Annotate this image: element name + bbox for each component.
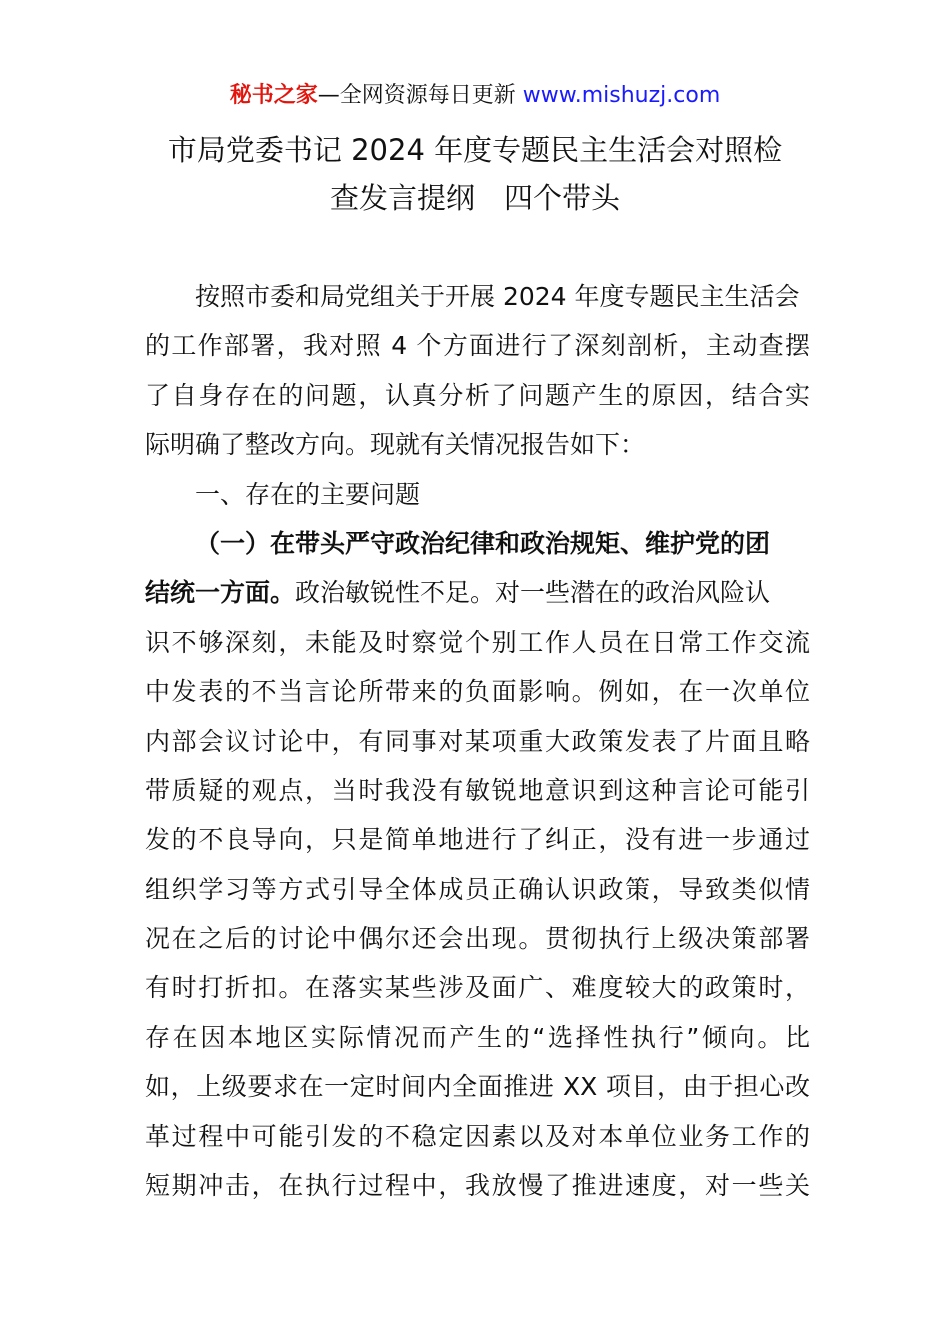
site-header (0, 80, 950, 112)
paragraph-line: 发的不良导向，只是简单地进行了纠正，没有进一步通过 (145, 825, 810, 855)
paragraph-line: 如，上级要求在一定时间内全面推进 XX 项目，由于担心改 (145, 1072, 810, 1102)
header-tagline: —全网资源每日更新 (317, 83, 516, 108)
paragraph-line: 革过程中可能引发的不稳定因素以及对本单位业务工作的 (145, 1121, 810, 1151)
site-url[interactable]: www.mishuzj.com (522, 83, 721, 108)
paragraph-line: 组织学习等方式引导全体成员正确认识政策，导致类似情 (145, 874, 810, 904)
paragraph-line: 内部会议讨论中，有同事对某项重大政策发表了片面且略 (145, 726, 810, 756)
paragraph-line (145, 568, 810, 617)
paragraph-text: 政治敏锐性不足。对一些潜在的政治风险认 (295, 578, 771, 608)
paragraph-line: 带质疑的观点，当时我没有敏锐地意识到这种言论可能引 (145, 775, 810, 805)
document-title (100, 126, 850, 222)
title-line-1: 市局党委书记 2024 年度专题民主生活会对照检 (167, 133, 783, 167)
paragraph-line: 按照市委和局党组关于开展 2024 年度专题民主生活会 (195, 282, 800, 311)
paragraph-line: 了自身存在的问题，认真分析了问题产生的原因，结合实 (145, 380, 810, 410)
subsection-heading: （一）在带头严守政治纪律和政治规矩、维护党的团 (195, 528, 771, 558)
title-line-2: 查发言提纲 四个带头 (329, 181, 620, 215)
paragraph-line: 的工作部署，我对照 4 个方面进行了深刻剖析，主动查摆 (145, 331, 810, 361)
paragraph-line: 存在因本地区实际情况而产生的“选择性执行”倾向。比 (145, 1022, 810, 1052)
paragraph-line: 有时打折扣。在落实某些涉及面广、难度较大的政策时， (145, 973, 810, 1003)
paragraph-line: 识不够深刻，未能及时察觉个别工作人员在日常工作交流 (145, 627, 810, 657)
paragraph-line: 短期冲击，在执行过程中，我放慢了推进速度，对一些关 (145, 1171, 810, 1201)
paragraph-line: 际明确了整改方向。现就有关情况报告如下： (145, 430, 646, 460)
brand-name: 秘书之家 (229, 83, 318, 108)
subsection-heading-end: 结统一方面。 (145, 578, 296, 608)
document-body (145, 272, 810, 1210)
paragraph-line: 况在之后的讨论中偶尔还会出现。贯彻执行上级决策部署 (145, 924, 810, 954)
section-heading: 一、存在的主要问题 (195, 479, 421, 509)
paragraph-line: 中发表的不当言论所带来的负面影响。例如，在一次单位 (145, 677, 810, 707)
